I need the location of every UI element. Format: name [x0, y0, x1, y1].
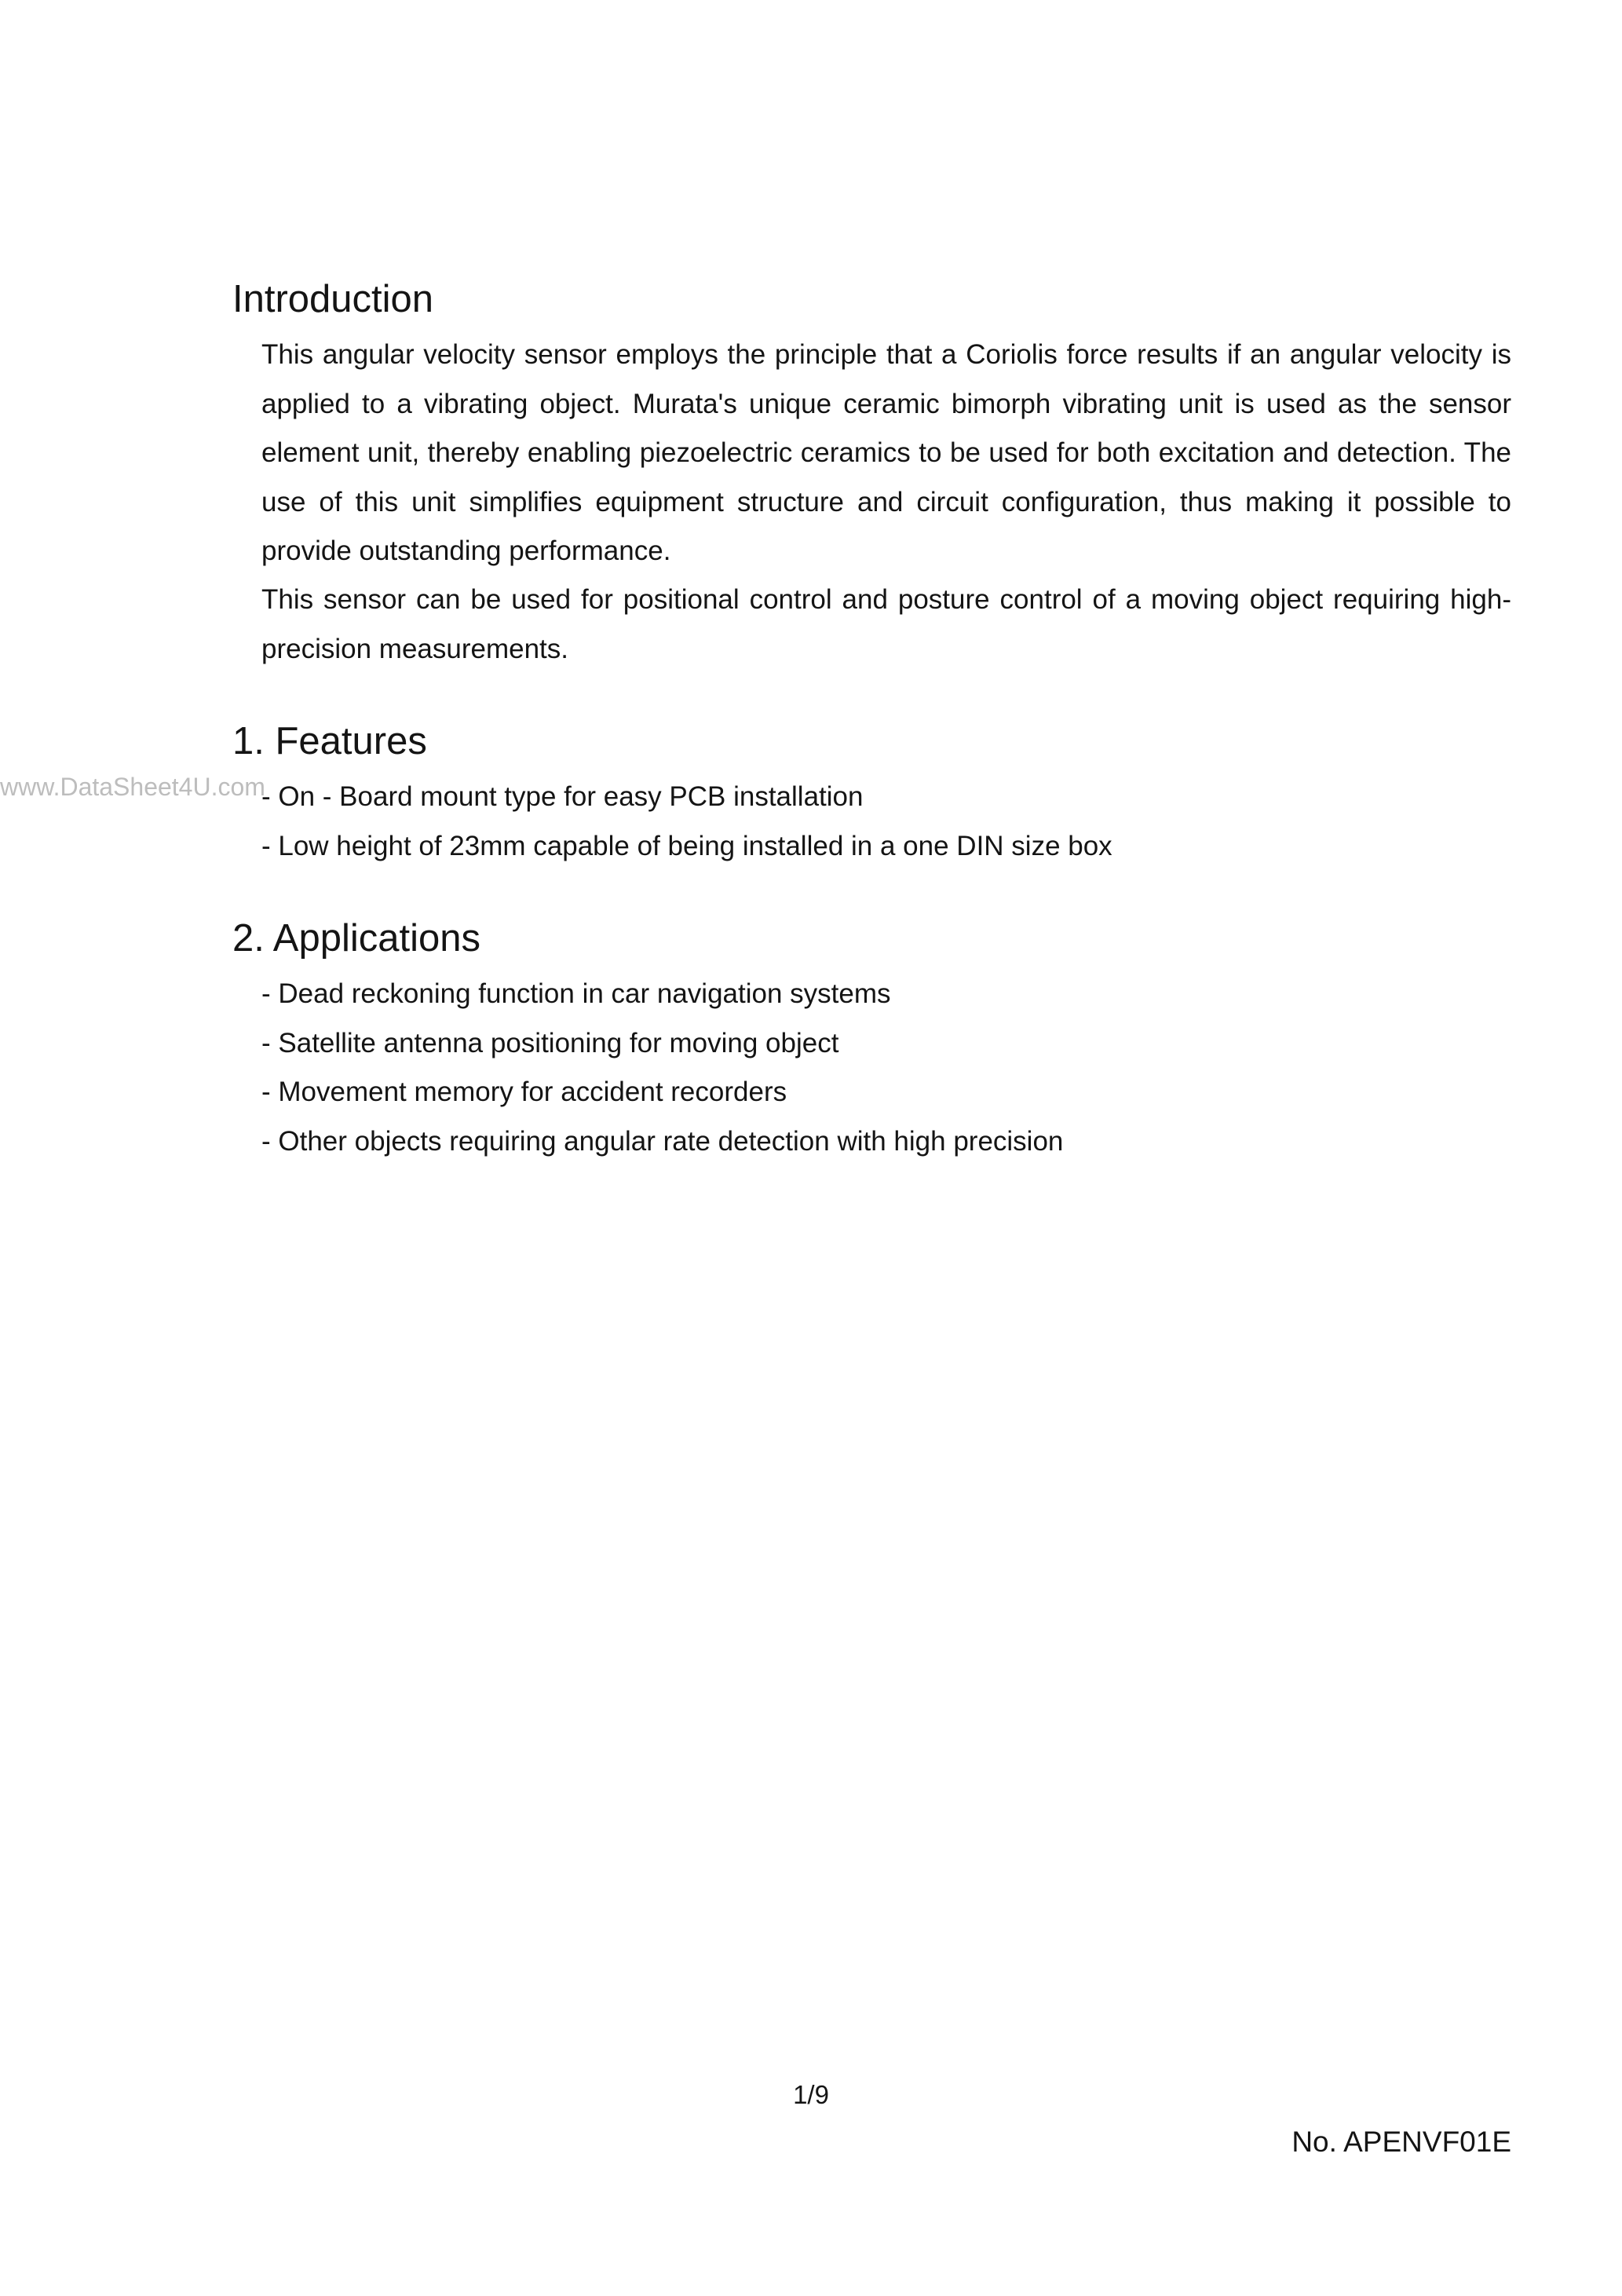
watermark-text: www.DataSheet4U.com	[0, 773, 265, 801]
feature-item: - On - Board mount type for easy PCB installation	[261, 781, 864, 812]
application-item: - Movement memory for accident recorders	[261, 1077, 787, 1107]
features-heading: 1. Features	[232, 720, 427, 762]
page-number: 1/9	[793, 2080, 829, 2109]
application-item: - Satellite antenna positioning for moving object	[261, 1027, 839, 1058]
introduction-heading: Introduction	[232, 278, 434, 320]
application-item: - Dead reckoning function in car navigation systems	[261, 978, 891, 1009]
document-number: No. APENVF01E	[1291, 2126, 1511, 2158]
introduction-paragraph: This angular velocity sensor employs the principle that a Coriolis force results if an angular velocity is applied to a vibrating object. Murata's unique ceramic bimorph vibrating unit is used as the sensor element unit, thereby enabling piezoelectric ceramics to be used for both excitation and detection. The use of this unit simplifies equipment structure and circuit configuration, thus making it possible to provide outstanding performance.	[261, 339, 1511, 566]
feature-item: - Low height of 23mm capable of being installed in a one DIN size box	[261, 830, 1112, 861]
applications-list	[261, 970, 1063, 1166]
applications-heading: 2. Applications	[232, 917, 480, 960]
application-item: - Other objects requiring angular rate detection with high precision	[261, 1125, 1064, 1157]
features-list	[261, 773, 1112, 871]
introduction-paragraph: This sensor can be used for positional control and posture control of a moving object requiring high-precision measurements.	[261, 584, 1511, 664]
